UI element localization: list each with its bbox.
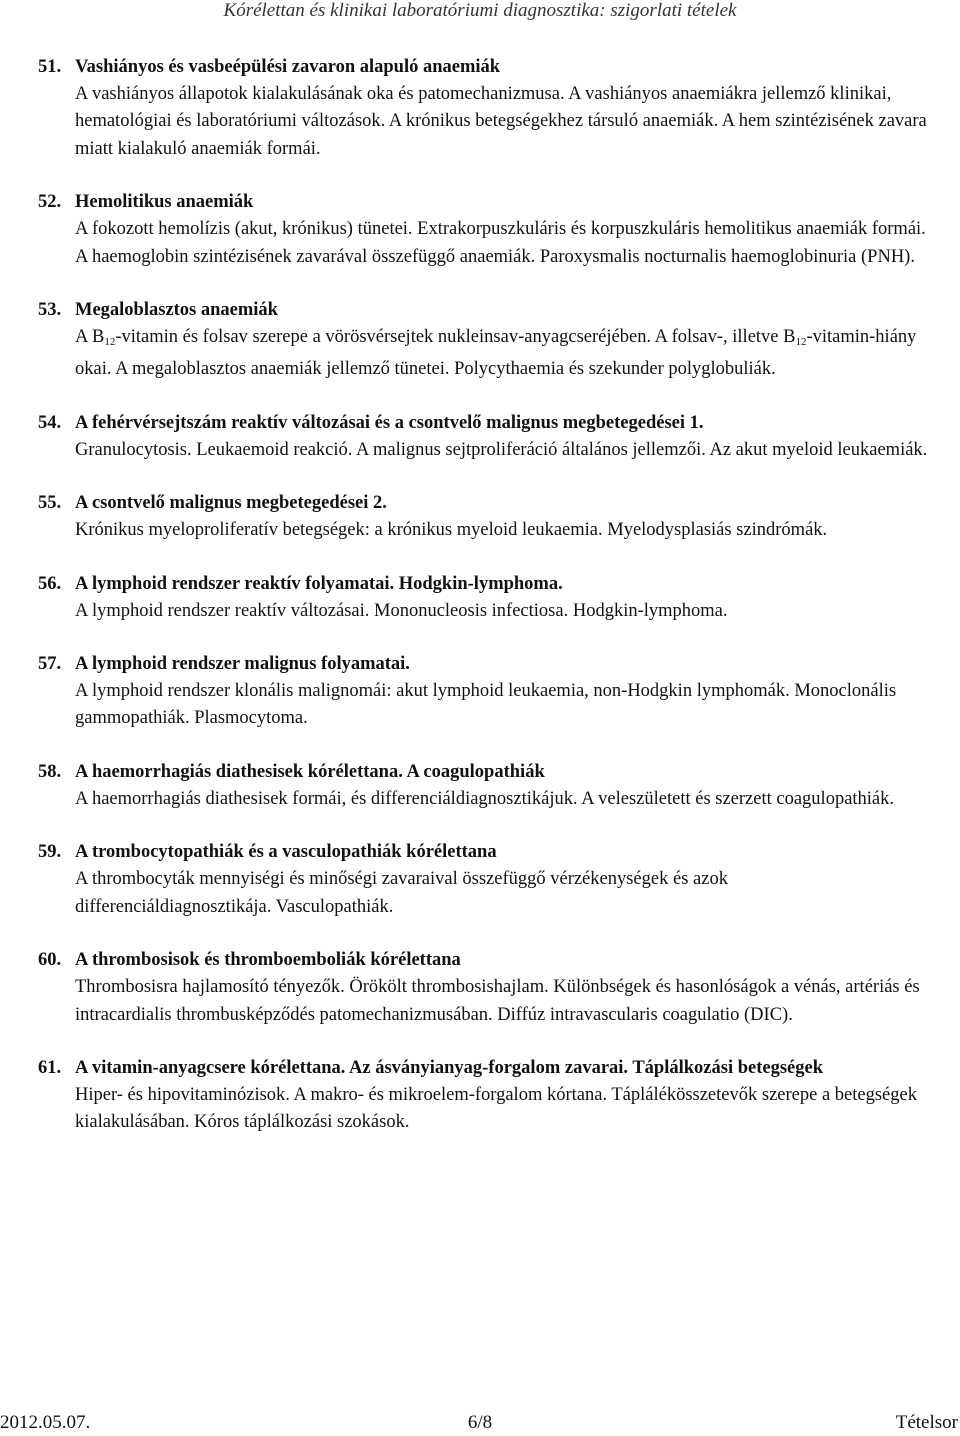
topic-number: 53.	[38, 300, 62, 321]
topic-number: 60.	[38, 950, 62, 971]
topic-title	[38, 1055, 928, 1082]
topic-title	[38, 759, 928, 786]
topic-title	[38, 54, 928, 81]
topic-number: 57.	[38, 654, 62, 675]
topic-body: A fokozott hemolízis (akut, krónikus) tünetei. Extrakorpuszkuláris és korpuszkuláris hemolitikus anaemiák formái. A haemoglobin szintézisének zavarával összefüggő anaemiák. Paroxysmalis nocturnalis haemoglobinuria (PNH).	[75, 219, 926, 267]
topic-list	[38, 54, 928, 1163]
topic-number: 56.	[38, 573, 62, 594]
topic-number: 58.	[38, 761, 62, 782]
topic-body: A vashiányos állapotok kialakulásának oka és patomechanizmusa. A vashiányos anaemiákra jellemző klinikai, hematológiai és laboratóriumi változások. A krónikus betegségekhez társuló anaemiák. A hem szintézisének zavara miatt kialakuló anaemiák formái.	[75, 84, 927, 159]
topic-54	[38, 410, 928, 464]
topic-title-text: A csontvelő malignus megbetegedései 2.	[75, 493, 387, 514]
topic-title	[38, 947, 928, 974]
topic-number: 51.	[38, 57, 62, 77]
topic-number: 55.	[38, 493, 62, 514]
topic-title	[38, 651, 928, 678]
topic-title-text: A lymphoid rendszer reaktív folyamatai. Hodgkin-lymphoma.	[75, 573, 563, 594]
topic-51	[38, 54, 928, 163]
topic-body: Hiper- és hipovitaminózisok. A makro- és mikroelem-forgalom kórtana. Táplálékösszetevők szerepe a betegségek kialakulásában. Kóros táplálkozási szokások.	[75, 1084, 917, 1133]
topic-57	[38, 651, 928, 733]
topic-title-text: Megaloblasztos anaemiák	[75, 300, 278, 321]
topic-body: A lymphoid rendszer reaktív változásai. Mononucleosis infectiosa. Hodgkin-lymphoma.	[75, 600, 728, 621]
topic-title-text: A haemorrhagiás diathesisek kórélettana. A coagulopathiák	[75, 761, 545, 782]
body-text: A B	[75, 327, 105, 348]
topic-body: A haemorrhagiás diathesisek formái, és differenciáldiagnosztikájuk. A veleszületett és szerzett coagulopathiák.	[75, 788, 895, 809]
topic-title-text: A thrombosisok és thromboemboliák kórélettana	[75, 950, 461, 971]
topic-60	[38, 947, 928, 1029]
topic-title-text: A vitamin-anyagcsere kórélettana. Az ásványianyag-forgalom zavarai. Táplálkozási betegségek	[75, 1057, 823, 1078]
topic-body: Krónikus myeloproliferatív betegségek: a krónikus myeloid leukaemia. Myelodysplasiás szindrómák.	[75, 520, 828, 541]
page-header: Kórélettan és klinikai laboratóriumi diagnosztika: szigorlati tételek	[223, 0, 737, 21]
page-footer	[0, 1410, 960, 1436]
topic-58	[38, 759, 928, 813]
topic-title	[38, 571, 928, 598]
footer-page-number: 6/8	[467, 1412, 493, 1433]
subscript-12: 12	[104, 336, 116, 349]
topic-title	[38, 297, 928, 324]
topic-number: 52.	[38, 192, 62, 213]
topic-title	[38, 839, 928, 866]
topic-56	[38, 571, 928, 625]
topic-number: 54.	[38, 412, 62, 433]
subscript-12: 12	[795, 336, 807, 349]
topic-title-text: A lymphoid rendszer malignus folyamatai.	[75, 654, 410, 675]
topic-title	[38, 490, 928, 517]
topic-title	[38, 410, 928, 437]
topic-body: A lymphoid rendszer klonális malignomái: akut lymphoid leukaemia, non-Hodgkin lymphomák. Monoclonális gammopathiák. Plasmocytoma.	[75, 681, 897, 729]
topic-body: Thrombosisra hajlamosító tényezők. Örökölt thrombosishajlam. Különbségek és hasonlóságok a vénás, artériás és intracardialis thrombusképződés patomechanizmusában. Diffúz intravascularis coagulatio (DIC).	[75, 977, 920, 1025]
topic-53	[38, 297, 928, 384]
body-text: -vitamin és folsav szerepe a vörösvérsejtek nukleinsav-anyagcseréjében. A folsav-, illetve B	[115, 327, 796, 348]
footer-date: 2012.05.07.	[0, 1412, 91, 1433]
topic-title-text: Vashiányos és vasbeépülési zavaron alapuló anaemiák	[75, 57, 501, 77]
topic-52	[38, 189, 928, 271]
topic-title	[38, 189, 928, 216]
topic-body	[75, 324, 928, 384]
topic-title-text: Hemolitikus anaemiák	[75, 192, 254, 213]
topic-59	[38, 839, 928, 921]
body-text: -vitamin-hiány okai. A megaloblasztos anaemiák jellemző tünetei. Polycythaemia és szekunder polyglobuliák.	[75, 327, 917, 380]
footer-author: Tételsor	[895, 1412, 958, 1433]
topic-body: Granulocytosis. Leukaemoid reakció. A malignus sejtproliferáció általános jellemzői. Az akut myeloid leukaemiák.	[75, 439, 928, 460]
topic-55	[38, 490, 928, 544]
topic-title-text: A fehérvérsejtszám reaktív változásai és a csontvelő malignus megbetegedései 1.	[75, 412, 704, 433]
topic-61	[38, 1055, 928, 1137]
topic-body: A thrombocyták mennyiségi és minőségi zavaraival összefüggő vérzékenységek és azok differenciáldiagnosztikája. Vasculopathiák.	[75, 869, 728, 917]
topic-number: 59.	[38, 842, 62, 863]
topic-title-text: A trombocytopathiák és a vasculopathiák kórélettana	[75, 842, 497, 863]
topic-number: 61.	[38, 1057, 62, 1078]
